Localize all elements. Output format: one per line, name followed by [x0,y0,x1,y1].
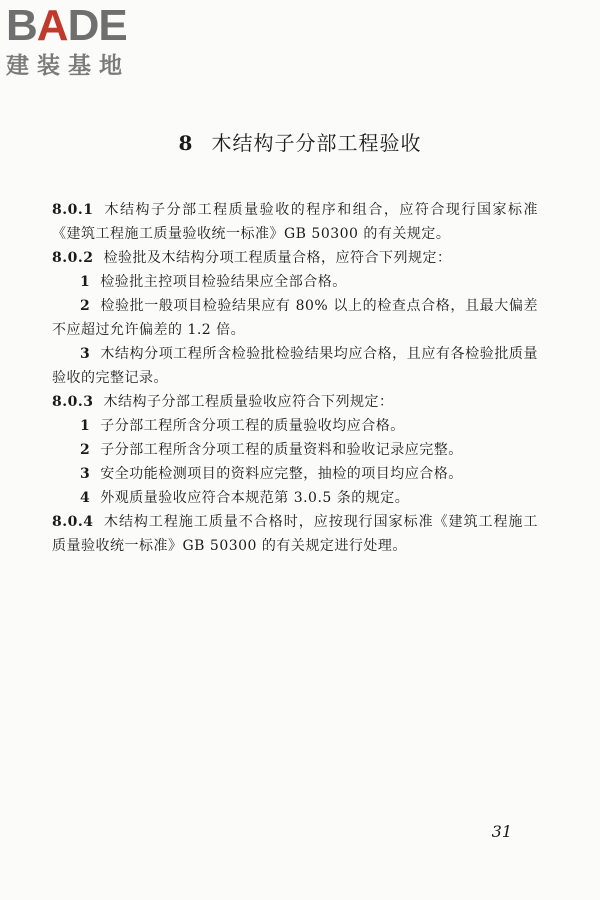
clause-item [52,342,538,390]
item-number: 3 [80,346,91,362]
logo-letter-b: B [6,1,37,50]
chapter-heading [0,128,600,158]
item-text: 安全功能检测项目的资料应完整，抽检的项目均应合格。 [100,466,463,482]
logo-subtitle: 建装基地 [6,53,130,79]
logo-wordmark [6,2,176,50]
document-body [52,198,538,558]
item-number: 2 [80,442,91,458]
clause-number: 8.0.3 [52,394,94,410]
clause-text: 木结构子分部工程质量验收的程序和组合，应符合现行国家标准《建筑工程施工质量验收统一标准》GB 50300 的有关规定。 [52,202,538,242]
page-number: 31 [491,822,512,841]
item-number: 1 [80,274,91,290]
clause-text: 检验批及木结构分项工程质量合格，应符合下列规定： [103,250,452,266]
item-text: 木结构分项工程所含检验批检验结果均应合格，且应有各检验批质量验收的完整记录。 [52,346,538,386]
item-text: 检验批主控项目检验结果应全部合格。 [100,274,347,290]
clause-text: 木结构工程施工质量不合格时，应按现行国家标准《建筑工程施工质量验收统一标准》GB 50300 的有关规定进行处理。 [52,514,538,554]
item-number: 2 [80,298,91,314]
clause-8-0-3 [52,390,538,414]
chapter-number: 8 [178,131,194,155]
logo-letter-e: E [98,1,127,50]
item-text: 子分部工程所含分项工程的质量资料和验收记录应完整。 [100,442,463,458]
clause-8-0-4 [52,510,538,558]
item-number: 4 [80,490,91,506]
logo-letter-d: D [67,1,99,50]
item-number: 3 [80,466,91,482]
clause-item [52,270,538,294]
chapter-title: 木结构子分部工程验收 [211,131,422,155]
item-text: 外观质量验收应符合本规范第 3.0.5 条的规定。 [100,490,410,506]
clause-number: 8.0.2 [52,250,94,266]
clause-number: 8.0.1 [52,202,94,218]
item-text: 检验批一般项目检验结果应有 80% 以上的检查点合格，且最大偏差不应超过允许偏差的 1.2 倍。 [52,298,538,338]
clause-item [52,294,538,342]
clause-item [52,438,538,462]
item-number: 1 [80,418,91,434]
clause-item [52,486,538,510]
clause-number: 8.0.4 [52,514,94,530]
brand-logo [6,2,176,80]
clause-item [52,462,538,486]
clause-item [52,414,538,438]
clause-text: 木结构子分部工程质量验收应符合下列规定： [103,394,394,410]
clause-8-0-1 [52,198,538,246]
clause-8-0-2 [52,246,538,270]
item-text: 子分部工程所含分项工程的质量验收均应合格。 [100,418,405,434]
logo-letter-a: A [36,1,68,50]
